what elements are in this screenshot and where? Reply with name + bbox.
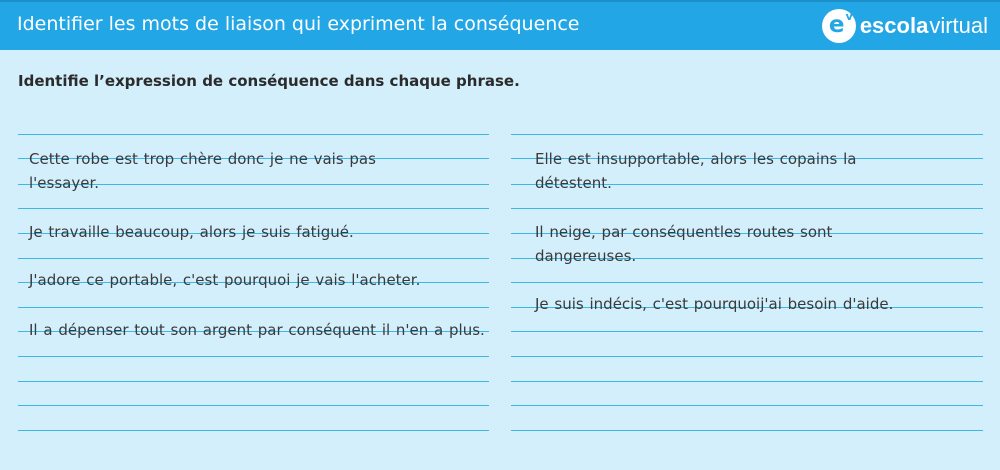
notebook-rule (511, 356, 983, 357)
logo-text-bold: escola (859, 13, 929, 38)
notebook-rule (18, 356, 489, 357)
notebook-rule (511, 208, 983, 209)
logo-badge-icon (822, 9, 856, 43)
notebook-rule (511, 430, 983, 431)
page-title: Identifier les mots de liaison qui expriment la conséquence (17, 13, 580, 35)
right-sentence-column (511, 110, 983, 450)
notebook-rule (18, 405, 489, 406)
instruction-text: Identifie l’expression de conséquence dans chaque phrase. (18, 72, 520, 90)
sentence-item[interactable]: Il a dépenser tout son argent par conséquent il n'en a plus. (29, 321, 485, 339)
logo-text-light: virtual (929, 13, 988, 38)
notebook-rule (18, 430, 489, 431)
left-sentence-column (18, 110, 489, 450)
header-bar (0, 0, 1000, 50)
logo-badge-mark: v (845, 10, 853, 23)
notebook-rule (511, 331, 983, 332)
notebook-rule (18, 208, 489, 209)
notebook-rule (511, 134, 983, 135)
sentence-item[interactable]: J'adore ce portable, c'est pourquoi je vais l'acheter. (29, 271, 421, 289)
notebook-rule (18, 381, 489, 382)
logo-badge-letter: e (828, 12, 845, 38)
notebook-rule (511, 405, 983, 406)
escola-virtual-logo (822, 9, 988, 43)
sentence-item[interactable]: Je suis indécis, c'est pourquoij'ai besoin d'aide. (535, 295, 894, 313)
notebook-rule (18, 307, 489, 308)
notebook-rule (18, 134, 489, 135)
sentence-item[interactable]: Elle est insupportable, alors les copains la détestent. (535, 150, 857, 192)
notebook-rule (511, 282, 983, 283)
sentence-item[interactable]: Je travaille beaucoup, alors je suis fatigué. (29, 223, 354, 241)
sentence-item[interactable]: Il neige, par conséquentles routes sont dangereuses. (535, 223, 833, 265)
notebook-rule (511, 381, 983, 382)
notebook-rule (18, 258, 489, 259)
sentence-item[interactable]: Cette robe est trop chère donc je ne vais pas l'essayer. (29, 150, 376, 192)
